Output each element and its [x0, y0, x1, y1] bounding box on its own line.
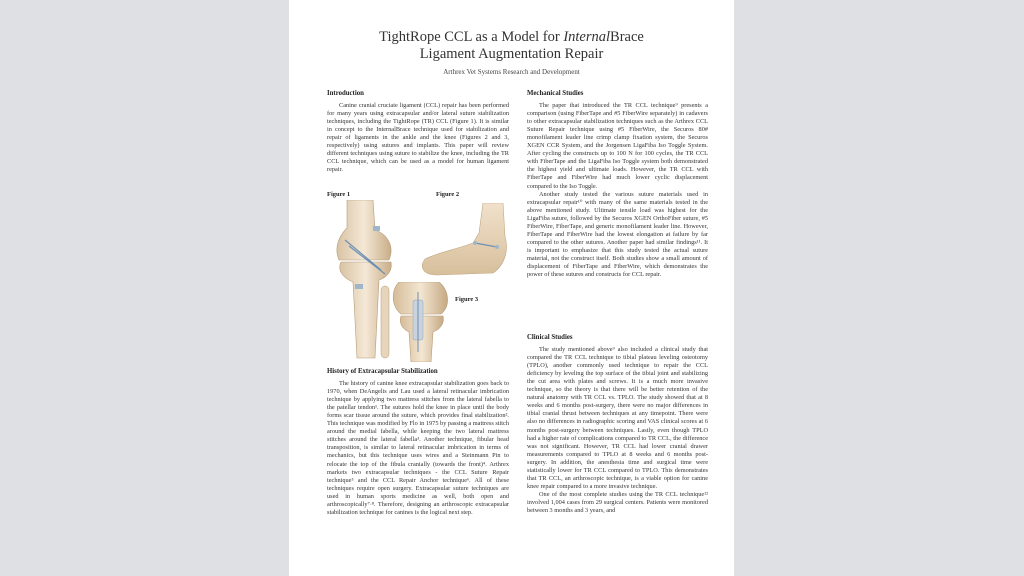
- introduction-paragraph: Canine cranial cruciate ligament (CCL) repair has been performed for many years using extracapsular and/or lateral suture stabilization techniques, including the TightRope (TR) CCL (Figure 1). It is similar in concept to the InternalBrace technique used for stabilization and repair of ligaments in the ankle and the knee (Figures 2 and 3, respectively) using sutures and implants. This paper will review different techniques using suture to stabilize the knee, including the TR CCL technique, which can be used as a model for human ligament repair.: [327, 102, 509, 174]
- mechanical-paragraph-2: Another study tested the various suture materials used in extracapsular repair¹⁰ with many of the same materials tested in the above mentioned study. Ultimate tensile load was highest for the LigaFiba suture, followed by the Securos XGEN OrthoFiber suture, #5 FiberWire, FiberTape, and generic monofilament leader line. However, FiberTape and FiberWire had the lowest elongation at failure by far compared to the other sutures. Another paper had similar findings¹¹. It is important to emphasize that this study tested the actual suture material, not the construct itself. Both studies show a small amount of displacement of FiberTape and FiberWire, which demonstrates the power of these sutures and constructs for CCL repair.: [527, 190, 708, 279]
- figure-1-label: Figure 1: [327, 191, 351, 198]
- figure-2-ankle-illustration: [417, 203, 513, 283]
- clinical-paragraph-1: The study mentioned above⁹ also included a clinical study that compared the TR CCL technique to tibial plateau leveling osteotomy (TPLO), another commonly used technique to repair the CCL deficiency by leveling the top surface of the tibial joint and stabilizing the cut area with plates and screws. It is a much more invasive technique, so the theory is that there will be better retention of the natural anatomy with TR CCL vs. TPLO. The study showed that at 8 weeks and 6 months post-surgery, there were no major differences in tibial cranial thrust between techniques at any timepoint. There were also no differences in radiographic scoring and VAS clinical scores at 6 months post-surgery between techniques. Lastly, even though TPLO had a higher rate of complications compared to TR CCL, the difference was not significant. However, TR CCL had lower cranial drawer measurements compared to TPLO at 8 weeks and 6 months post-surgery. In addition, the anesthesia time and surgical time were statistically lower for TR CCL compared to TPLO. This demonstrates that TR CCL, an arthroscopic technique, is a viable option for canine knee repair compared to a more invasive technique.: [527, 346, 708, 490]
- figure-2-label: Figure 2: [436, 191, 460, 198]
- history-heading: History of Extracapsular Stabilization: [327, 368, 438, 375]
- mechanical-heading: Mechanical Studies: [527, 90, 584, 97]
- affiliation: Arthrex Vet Systems Research and Development: [443, 68, 580, 76]
- history-paragraph: The history of canine knee extracapsular stabilization goes back to 1970, when DeAngelis and Lau used a lateral retinacular imbrication technique by applying two mattress stitches from the lateral fabella to the patellar tendon¹. The sutures hold the knee in place until the body forms scar tissue around the suture, which provides final stabilization². This technique was modified by Flo in 1975 by passing a mattress stitch around the medial fabella, while keeping the two lateral mattress stitches around the lateral fabella³. Another technique, fibular head transposition, is similar to lateral retinacular imbrication in terms of mechanics, but this technique uses wires and a Steinmann Pin to relocate the top of the fibula cranially (towards the front)⁴. Arthrex markets two extracapsular techniques - the CCL Suture Repair technique⁵ and the CCL Repair Anchor technique⁶. All of these techniques require open surgery. Extracapsular suture techniques are used in human sports medicine as well, both open and arthroscopically⁷·⁸. Therefore, designing an arthroscopic extracapsular stabilization technique for canines is the logical next step.: [327, 380, 509, 516]
- section-clinical: [527, 334, 708, 515]
- paper-title: TightRope CCL as a Model for InternalBrace Ligament Augmentation Repair: [379, 29, 644, 62]
- mechanical-paragraph-1: The paper that introduced the TR CCL technique⁹ presents a comparison (using FiberTape and #5 FiberWire separately) in cadavers to other extracapsular stabilization techniques such as the Arthrex CCL Suture Repair technique using #5 FiberWire, the Securos 80# monofilament leader line crimp clamp fixation system, the Securos XGEN CCR System, and the Jorgensen LigaFiba Iso Toggle System. After cycling the constructs up to 100 N for 100 cycles, the TR CCL with FiberTape and the LigaFiba Iso Toggle system both demonstrated the highest yield and ultimate loads. However, the TR CCL with FiberTape and FiberWire had much lower cyclic displacement compared to the Iso Toggle.: [527, 102, 708, 190]
- section-history: [327, 368, 509, 517]
- section-introduction: [327, 90, 509, 174]
- figure-3-knee-illustration: [389, 282, 453, 362]
- section-mechanical: [527, 90, 708, 279]
- paper-page: [289, 0, 734, 576]
- clinical-heading: Clinical Studies: [527, 334, 573, 341]
- figure-3-label: Figure 3: [455, 296, 479, 303]
- introduction-heading: Introduction: [327, 90, 364, 97]
- clinical-paragraph-2: One of the most complete studies using the TR CCL technique¹² involved 1,004 cases from 29 surgical centers. Patients were monitored between 3 months and 3 years, and: [527, 490, 708, 514]
